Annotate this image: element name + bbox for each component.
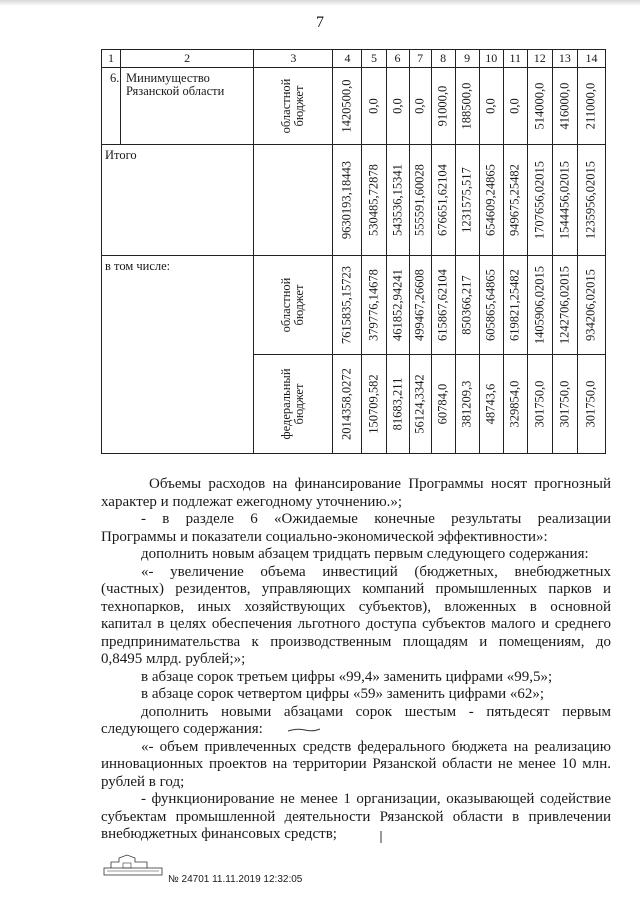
value-cell [333, 256, 362, 355]
paragraph-line: предпринимательства к производственным площадям и помещениям, до [101, 633, 611, 650]
value: 60784,0 [435, 383, 450, 425]
including-label-cell [102, 256, 254, 454]
paragraph-line: «- объем привлеченных средств федерального бюджета на реализацию [141, 738, 611, 755]
source-label: областной бюджет [279, 78, 307, 134]
value-cell [503, 256, 527, 355]
total-label-cell [102, 145, 254, 256]
total-label: Итого [105, 148, 137, 162]
value-cell [386, 256, 409, 355]
value: 1544456,02015 [557, 160, 572, 240]
col-header: 13 [552, 50, 577, 68]
paragraph-line: характер и подлежат ежегодному уточнению.»; [101, 493, 403, 510]
registration-stamp-icon [103, 854, 163, 876]
col-header: 5 [362, 50, 386, 68]
pen-mark [287, 727, 321, 733]
value: 211000,0 [583, 82, 598, 130]
value-cell [479, 145, 503, 256]
value-cell [333, 355, 362, 454]
paragraph-line: внебюджетных финансовых средств; [101, 826, 337, 842]
document-body [101, 476, 611, 844]
value-cell [409, 355, 431, 454]
value-cell [479, 68, 503, 145]
source-label: областной бюджет [279, 277, 307, 333]
value: 543536,15341 [390, 164, 405, 236]
executor-name-line1: Минимущество [126, 71, 210, 85]
value: 1242706,02015 [557, 265, 572, 345]
value-cell [503, 145, 527, 256]
paragraph-line: «- увеличение объема инвестиций (бюджетных, внебюджетных [141, 563, 611, 580]
value: 654609,24865 [483, 164, 498, 236]
paragraph-line: инновационных проектов на территории Рязанской области не менее 10 млн. [101, 756, 611, 772]
value-cell [386, 145, 409, 256]
paragraph-line: - в разделе 6 «Ожидаемые конечные результаты реализации [141, 511, 611, 527]
value-cell [455, 68, 479, 145]
source-label: федеральный бюджет [279, 368, 307, 440]
table-row-regional [102, 256, 606, 355]
value-cell [362, 145, 386, 256]
col-header: 4 [333, 50, 362, 68]
paragraph-line: дополнить новыми абзацами сорок шестым - пятьдесят первым [141, 703, 611, 720]
value: 0,0 [507, 98, 522, 114]
col-header: 7 [409, 50, 431, 68]
table-row-program [102, 68, 606, 145]
page-number: 7 [316, 14, 324, 31]
row-number: 6. [110, 71, 120, 85]
value-cell [479, 355, 503, 454]
value: 9630193,18443 [339, 160, 354, 240]
value: 605865,64865 [483, 269, 498, 341]
col-header: 14 [577, 50, 605, 68]
row-number-cell [102, 68, 121, 145]
value-cell [455, 256, 479, 355]
value-cell [455, 355, 479, 454]
value: 0,0 [366, 98, 381, 114]
financing-table [101, 49, 606, 454]
value: 188500,0 [459, 82, 474, 130]
value: 934206,02015 [583, 269, 598, 341]
value: 1235956,02015 [583, 160, 598, 240]
col-header: 11 [503, 50, 527, 68]
paragraph-line: технопарков, иных хозяйствующих субъектов), вложенных в основной [101, 598, 611, 615]
value-cell [362, 355, 386, 454]
col-header: 2 [121, 50, 254, 68]
value: 619821,25482 [507, 269, 522, 341]
paragraph-line: капитал в целях обеспечения льготного доступа субъектов малого и среднего [101, 616, 611, 632]
value: 416000,0 [557, 82, 572, 130]
col-header: 10 [479, 50, 503, 68]
paragraph-line: рублей в год; [101, 773, 185, 790]
paragraph-line: Объемы расходов на финансирование Программы носят прогнозный [149, 476, 611, 492]
value: 0,0 [412, 98, 427, 114]
value-cell [552, 145, 577, 256]
value-cell [577, 256, 605, 355]
value: 1420500,0 [339, 79, 354, 133]
value-cell [431, 355, 455, 454]
value: 91000,0 [435, 85, 450, 127]
value-cell [455, 145, 479, 256]
value-cell [431, 256, 455, 355]
value: 81683,211 [390, 377, 405, 431]
value: 56124,3342 [412, 374, 427, 434]
value-cell [577, 145, 605, 256]
value: 1707656,02015 [532, 160, 547, 240]
value: 1405906,02015 [532, 265, 547, 345]
source-cell [254, 355, 333, 454]
value: 48743,6 [483, 383, 498, 425]
value-cell [409, 145, 431, 256]
value-cell [333, 68, 362, 145]
value-cell [577, 355, 605, 454]
executor-cell [121, 68, 254, 145]
value: 949675,25482 [507, 164, 522, 236]
value-cell [386, 68, 409, 145]
source-cell [254, 68, 333, 145]
pen-mark [379, 830, 383, 844]
value-cell [409, 68, 431, 145]
value: 7615835,15723 [339, 265, 354, 345]
value: 301750,0 [532, 380, 547, 428]
value-cell [552, 256, 577, 355]
value: 530485,72878 [366, 164, 381, 236]
value: 0,0 [483, 98, 498, 114]
value: 381209,3 [459, 380, 474, 428]
value-cell [362, 256, 386, 355]
paragraph-line: субъектам промышленной деятельности Рязанской области в привлечении [101, 808, 611, 825]
paragraph-line: в абзаце сорок четвертом цифры «59» заменить цифрами «62»; [141, 686, 545, 702]
value-cell [552, 355, 577, 454]
value: 615867,62104 [435, 269, 450, 341]
col-header: 12 [527, 50, 552, 68]
value: 514000,0 [532, 82, 547, 130]
document-registration-number: № 24701 11.11.2019 12:32:05 [168, 874, 303, 885]
executor-name [126, 72, 224, 98]
value-cell [362, 68, 386, 145]
paragraph-line: 0,8495 млрд. рублей;»; [101, 651, 246, 667]
value-cell [479, 256, 503, 355]
value: 850366,217 [459, 275, 474, 335]
value: 301750,0 [583, 380, 598, 428]
paragraph-line: (частных) резидентов, управляющих компаний промышленных парков и [101, 581, 611, 597]
value-cell [527, 355, 552, 454]
col-header: 1 [102, 50, 121, 68]
paragraph-line: в абзаце сорок третьем цифры «99,4» заменить цифрами «99,5»; [141, 668, 553, 685]
value-cell [333, 145, 362, 256]
paragraph-line: - функционирование не менее 1 организации, оказывающей содействие [141, 791, 611, 807]
value-cell [431, 145, 455, 256]
value-cell [431, 68, 455, 145]
value: 555591,60028 [412, 164, 427, 236]
paragraph-line: Программы и показатели социально-экономической эффективности»: [101, 528, 548, 545]
value: 676651,62104 [435, 164, 450, 236]
value: 461852,94241 [390, 269, 405, 341]
scan-edge [0, 0, 640, 6]
executor-name-line2: Рязанской области [126, 84, 225, 98]
value-cell [577, 68, 605, 145]
value-cell [527, 256, 552, 355]
value: 379776,14678 [366, 269, 381, 341]
source-cell [254, 145, 333, 256]
value-cell [503, 355, 527, 454]
source-cell [254, 256, 333, 355]
table-header-row [102, 50, 606, 68]
col-header: 9 [455, 50, 479, 68]
col-header: 8 [431, 50, 455, 68]
value-cell [386, 355, 409, 454]
value: 0,0 [390, 98, 405, 114]
value-cell [527, 145, 552, 256]
value: 301750,0 [557, 380, 572, 428]
col-header: 6 [386, 50, 409, 68]
value: 2014358,0272 [339, 368, 354, 440]
table-row-total [102, 145, 606, 256]
value-cell [527, 68, 552, 145]
value-cell [503, 68, 527, 145]
value: 150709,582 [366, 374, 381, 434]
value: 499467,26608 [412, 269, 427, 341]
paragraph-line: следующего содержания: [101, 721, 263, 737]
paragraph-line: дополнить новым абзацем тридцать первым следующего содержания: [141, 546, 589, 562]
including-label: в том числе: [105, 259, 171, 273]
value: 329854,0 [507, 380, 522, 428]
col-header: 3 [254, 50, 333, 68]
value: 1231575,517 [459, 167, 474, 233]
value-cell [552, 68, 577, 145]
value-cell [409, 256, 431, 355]
